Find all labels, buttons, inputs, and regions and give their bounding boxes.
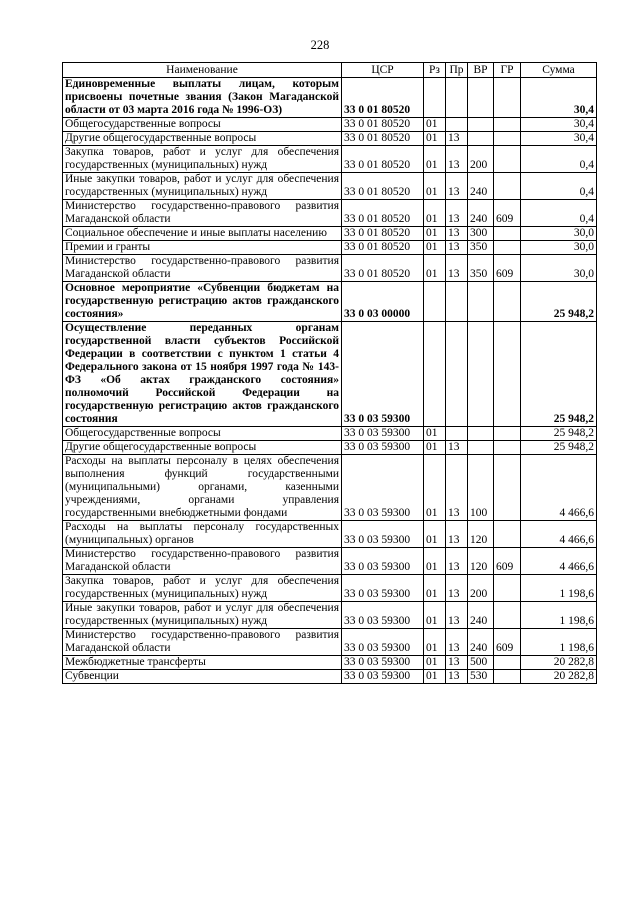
row-sum: 1 198,6 [521, 602, 597, 629]
row-name: Другие общегосударственные вопросы [63, 132, 342, 146]
row-name: Общегосударственные вопросы [63, 118, 342, 132]
row-csr: 33 0 03 59300 [342, 548, 424, 575]
row-gr [494, 521, 521, 548]
row-pr: 13 [446, 548, 468, 575]
row-csr: 33 0 01 80520 [342, 227, 424, 241]
row-csr: 33 0 01 80520 [342, 146, 424, 173]
row-csr: 33 0 03 00000 [342, 282, 424, 322]
row-gr [494, 322, 521, 427]
row-pr [446, 322, 468, 427]
row-sum: 0,4 [521, 200, 597, 227]
row-sum: 25 948,2 [521, 282, 597, 322]
row-rz: 01 [424, 132, 446, 146]
row-csr: 33 0 03 59300 [342, 656, 424, 670]
row-name: Субвенции [63, 670, 342, 684]
row-vr: 300 [468, 227, 494, 241]
row-pr: 13 [446, 146, 468, 173]
header-vr: ВР [468, 63, 494, 78]
row-sum: 25 948,2 [521, 427, 597, 441]
row-vr: 500 [468, 656, 494, 670]
row-rz: 01 [424, 670, 446, 684]
row-pr: 13 [446, 455, 468, 521]
table-row [63, 575, 597, 602]
row-csr: 33 0 01 80520 [342, 78, 424, 118]
header-rz: Рз [424, 63, 446, 78]
row-rz: 01 [424, 548, 446, 575]
row-gr: 609 [494, 548, 521, 575]
row-sum: 4 466,6 [521, 548, 597, 575]
row-rz: 01 [424, 629, 446, 656]
row-rz: 01 [424, 118, 446, 132]
row-sum: 20 282,8 [521, 656, 597, 670]
row-rz: 01 [424, 455, 446, 521]
row-name: Закупка товаров, работ и услуг для обеспечения государственных (муниципальных) нужд [63, 146, 342, 173]
table-row [63, 146, 597, 173]
header-sum: Сумма [521, 63, 597, 78]
row-pr [446, 427, 468, 441]
row-sum: 30,0 [521, 255, 597, 282]
row-sum: 25 948,2 [521, 322, 597, 427]
row-rz: 01 [424, 146, 446, 173]
row-gr [494, 241, 521, 255]
row-name: Другие общегосударственные вопросы [63, 441, 342, 455]
row-sum: 20 282,8 [521, 670, 597, 684]
row-vr: 200 [468, 575, 494, 602]
row-vr [468, 427, 494, 441]
row-name: Премии и гранты [63, 241, 342, 255]
table-row [63, 132, 597, 146]
table-row [63, 629, 597, 656]
table-body [63, 78, 597, 684]
table-row [63, 282, 597, 322]
row-gr: 609 [494, 629, 521, 656]
row-gr: 609 [494, 255, 521, 282]
row-pr: 13 [446, 521, 468, 548]
row-gr: 609 [494, 200, 521, 227]
row-gr [494, 455, 521, 521]
row-pr: 13 [446, 200, 468, 227]
row-sum: 1 198,6 [521, 575, 597, 602]
table-row [63, 200, 597, 227]
row-name: Общегосударственные вопросы [63, 427, 342, 441]
table-row [63, 322, 597, 427]
row-gr [494, 132, 521, 146]
table-row [63, 548, 597, 575]
row-gr [494, 602, 521, 629]
row-rz: 01 [424, 656, 446, 670]
row-name: Основное мероприятие «Субвенции бюджетам на государственную регистрацию актов гражданского состояния» [63, 282, 342, 322]
row-vr: 530 [468, 670, 494, 684]
row-name: Министерство государственно-правового развития Магаданской области [63, 255, 342, 282]
row-vr: 350 [468, 241, 494, 255]
table-row [63, 455, 597, 521]
table-row [63, 441, 597, 455]
row-gr [494, 78, 521, 118]
row-name: Единовременные выплаты лицам, которым присвоены почетные звания (Закон Магаданской области от 03 марта 2016 года № 1996-ОЗ) [63, 78, 342, 118]
row-csr: 33 0 01 80520 [342, 118, 424, 132]
row-name: Межбюджетные трансферты [63, 656, 342, 670]
row-name: Социальное обеспечение и иные выплаты населению [63, 227, 342, 241]
row-pr: 13 [446, 629, 468, 656]
row-csr: 33 0 03 59300 [342, 455, 424, 521]
row-pr: 13 [446, 173, 468, 200]
row-sum: 4 466,6 [521, 455, 597, 521]
row-name: Осуществление переданных органам государственной власти субъектов Российской Федерации в соответствии с пунктом 1 статьи 4 Федерального закона от 15 ноября 1997 года № 143-ФЗ «Об актах гражданского состояния» полномочий Российской Федерации на государственную регистрацию актов гражданского состояния [63, 322, 342, 427]
table-header-row [63, 63, 597, 78]
table-row [63, 427, 597, 441]
row-name: Министерство государственно-правового развития Магаданской области [63, 200, 342, 227]
row-pr: 13 [446, 132, 468, 146]
row-name: Расходы на выплаты персоналу государственных (муниципальных) органов [63, 521, 342, 548]
row-rz: 01 [424, 602, 446, 629]
row-name: Министерство государственно-правового развития Магаданской области [63, 548, 342, 575]
row-rz: 01 [424, 575, 446, 602]
table-row [63, 656, 597, 670]
row-vr: 240 [468, 602, 494, 629]
header-name: Наименование [63, 63, 342, 78]
row-name: Закупка товаров, работ и услуг для обеспечения государственных (муниципальных) нужд [63, 575, 342, 602]
row-gr [494, 118, 521, 132]
row-rz: 01 [424, 227, 446, 241]
row-rz [424, 322, 446, 427]
row-vr: 240 [468, 173, 494, 200]
row-vr: 120 [468, 548, 494, 575]
table-row [63, 602, 597, 629]
row-vr [468, 282, 494, 322]
table-row [63, 241, 597, 255]
row-sum: 0,4 [521, 173, 597, 200]
table-row [63, 521, 597, 548]
row-sum: 4 466,6 [521, 521, 597, 548]
page-number: 228 [310, 38, 330, 52]
row-csr: 33 0 03 59300 [342, 521, 424, 548]
row-gr [494, 227, 521, 241]
row-csr: 33 0 03 59300 [342, 602, 424, 629]
row-name: Иные закупки товаров, работ и услуг для обеспечения государственных (муниципальных) нужд [63, 173, 342, 200]
row-vr [468, 78, 494, 118]
row-rz [424, 78, 446, 118]
row-sum: 30,4 [521, 78, 597, 118]
row-pr: 13 [446, 227, 468, 241]
row-sum: 30,0 [521, 241, 597, 255]
row-vr: 240 [468, 629, 494, 656]
row-sum: 1 198,6 [521, 629, 597, 656]
row-vr [468, 322, 494, 427]
row-vr: 100 [468, 455, 494, 521]
row-gr [494, 146, 521, 173]
header-pr: Пр [446, 63, 468, 78]
row-rz: 01 [424, 427, 446, 441]
row-csr: 33 0 01 80520 [342, 173, 424, 200]
row-pr: 13 [446, 255, 468, 282]
row-csr: 33 0 03 59300 [342, 427, 424, 441]
table-row [63, 78, 597, 118]
row-gr [494, 575, 521, 602]
row-pr: 13 [446, 241, 468, 255]
row-sum: 30,4 [521, 118, 597, 132]
row-gr [494, 441, 521, 455]
table-row [63, 227, 597, 241]
row-vr [468, 118, 494, 132]
row-vr: 120 [468, 521, 494, 548]
row-rz [424, 282, 446, 322]
row-gr [494, 670, 521, 684]
table-row [63, 670, 597, 684]
row-rz: 01 [424, 521, 446, 548]
row-gr [494, 427, 521, 441]
row-sum: 30,0 [521, 227, 597, 241]
row-name: Иные закупки товаров, работ и услуг для обеспечения государственных (муниципальных) нужд [63, 602, 342, 629]
row-vr: 350 [468, 255, 494, 282]
row-pr: 13 [446, 670, 468, 684]
row-pr [446, 78, 468, 118]
row-csr: 33 0 03 59300 [342, 575, 424, 602]
row-sum: 0,4 [521, 146, 597, 173]
row-vr: 200 [468, 146, 494, 173]
row-name: Расходы на выплаты персоналу в целях обеспечения выполнения функций государственными (муниципальными) органами, казенными учреждениями, органами управления государственными внебюджетными фондами [63, 455, 342, 521]
row-gr [494, 656, 521, 670]
row-csr: 33 0 03 59300 [342, 322, 424, 427]
header-gr: ГР [494, 63, 521, 78]
row-pr: 13 [446, 602, 468, 629]
row-csr: 33 0 03 59300 [342, 441, 424, 455]
row-rz: 01 [424, 241, 446, 255]
table-row [63, 255, 597, 282]
row-csr: 33 0 01 80520 [342, 241, 424, 255]
row-sum: 30,4 [521, 132, 597, 146]
row-rz: 01 [424, 200, 446, 227]
row-gr [494, 282, 521, 322]
row-csr: 33 0 01 80520 [342, 255, 424, 282]
row-pr: 13 [446, 441, 468, 455]
row-sum: 25 948,2 [521, 441, 597, 455]
table-row [63, 173, 597, 200]
row-name: Министерство государственно-правового развития Магаданской области [63, 629, 342, 656]
row-rz: 01 [424, 441, 446, 455]
row-vr [468, 441, 494, 455]
row-gr [494, 173, 521, 200]
row-pr: 13 [446, 575, 468, 602]
row-pr: 13 [446, 656, 468, 670]
row-csr: 33 0 01 80520 [342, 132, 424, 146]
row-csr: 33 0 03 59300 [342, 670, 424, 684]
row-vr: 240 [468, 200, 494, 227]
row-rz: 01 [424, 173, 446, 200]
row-csr: 33 0 01 80520 [342, 200, 424, 227]
row-vr [468, 132, 494, 146]
row-pr [446, 282, 468, 322]
table-row [63, 118, 597, 132]
row-rz: 01 [424, 255, 446, 282]
budget-table [62, 62, 597, 684]
header-csr: ЦСР [342, 63, 424, 78]
row-csr: 33 0 03 59300 [342, 629, 424, 656]
row-pr [446, 118, 468, 132]
